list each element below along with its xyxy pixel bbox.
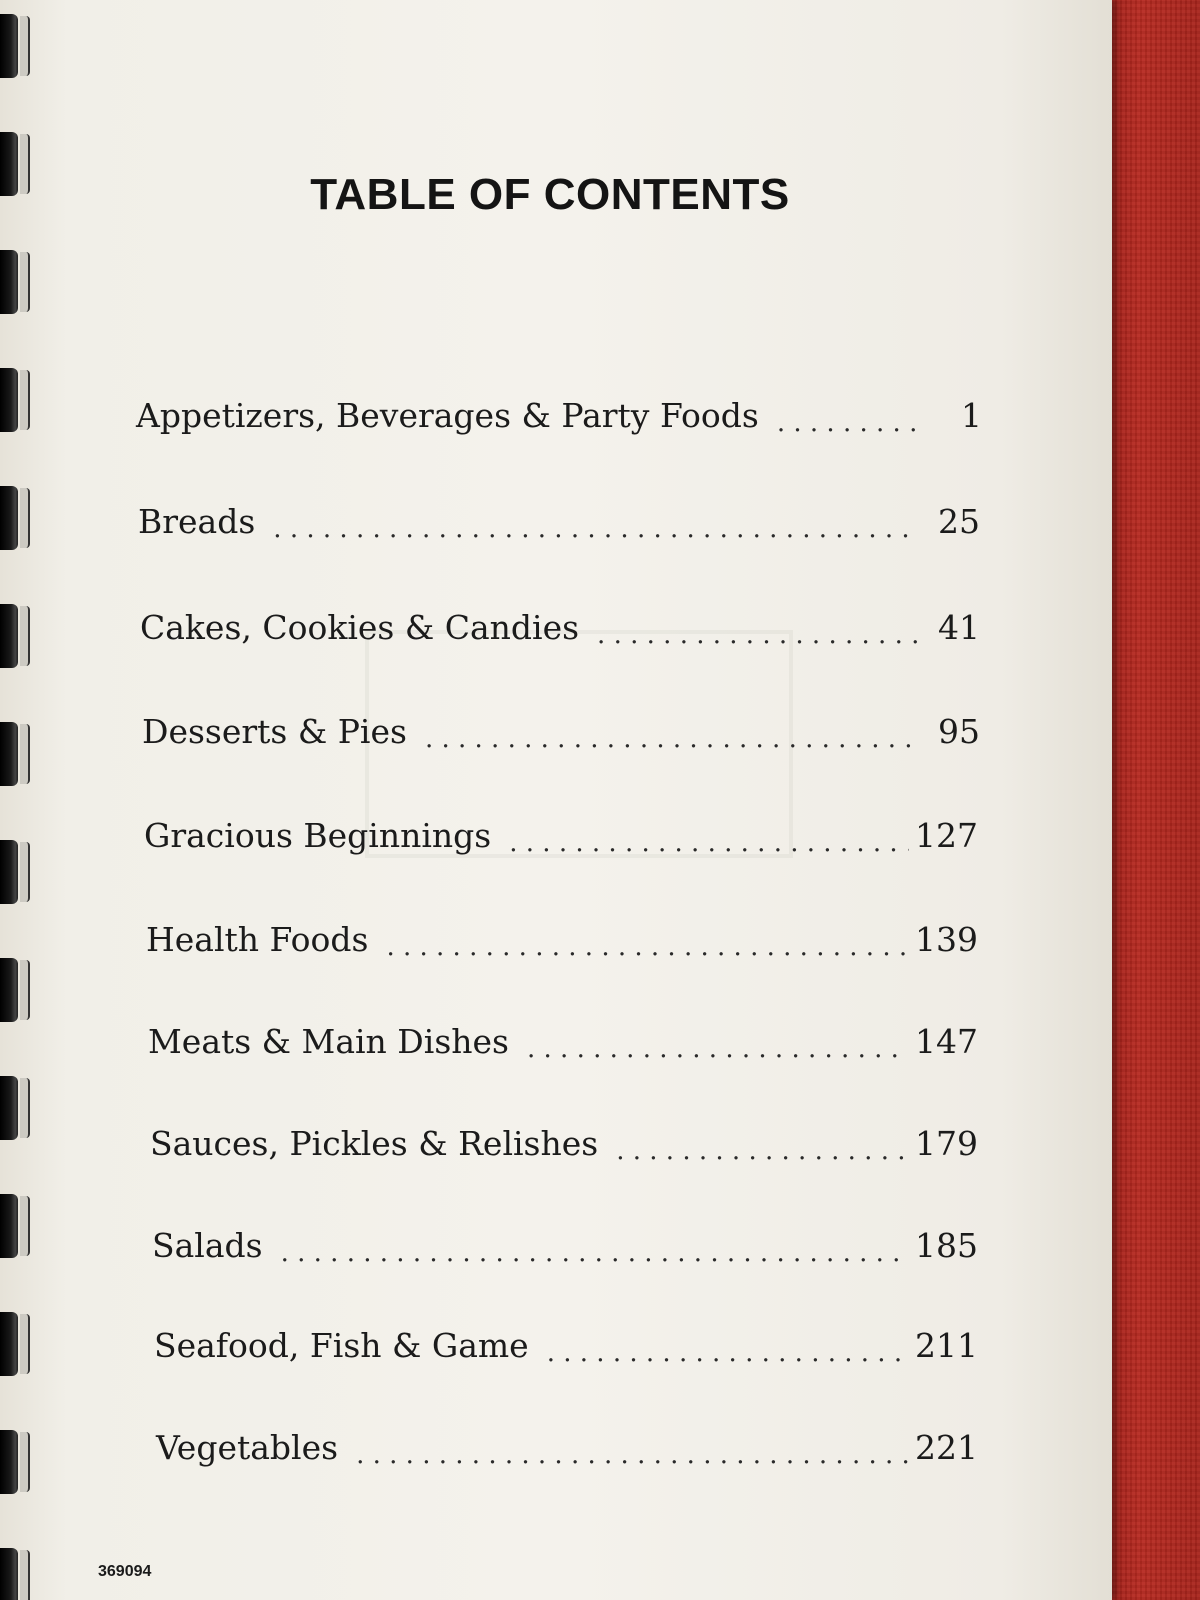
dot-leader	[527, 1034, 909, 1060]
toc-entry-label: Breads	[138, 502, 256, 541]
toc-entry-page: 41	[938, 608, 980, 647]
toc-entry-label: Cakes, Cookies & Candies	[140, 608, 580, 647]
toc-entry	[146, 920, 978, 970]
toc-entry-page: 95	[938, 712, 980, 751]
footer-code: 369094	[98, 1563, 152, 1580]
toc-entry-page: 127	[915, 816, 978, 855]
toc-entry-label: Sauces, Pickles & Relishes	[150, 1124, 599, 1163]
toc-entry	[154, 1326, 978, 1376]
toc-entry-label: Appetizers, Beverages & Party Foods	[136, 396, 759, 435]
toc-entry-page: 139	[915, 920, 978, 959]
toc-entry-label: Vegetables	[156, 1428, 339, 1467]
toc-entry-label: Health Foods	[146, 920, 369, 959]
dot-leader	[509, 828, 909, 854]
toc-entry-page: 185	[915, 1226, 978, 1265]
toc-entry-page: 179	[915, 1124, 978, 1163]
toc-entry	[148, 1022, 978, 1072]
toc-entry	[144, 816, 978, 866]
toc-entry-page: 221	[915, 1428, 978, 1467]
red-fabric-background	[1100, 0, 1200, 1600]
dot-leader	[281, 1238, 909, 1264]
dot-leader	[777, 408, 920, 434]
toc-entry	[156, 1428, 978, 1478]
dot-leader	[616, 1136, 909, 1162]
toc-entry-label: Gracious Beginnings	[144, 816, 492, 855]
dot-leader	[386, 932, 909, 958]
toc-entry	[152, 1226, 978, 1276]
toc-entry-page: 1	[961, 396, 982, 435]
toc-entry-label: Seafood, Fish & Game	[154, 1326, 529, 1365]
toc-entry	[138, 502, 980, 552]
toc-entry-page: 25	[938, 502, 980, 541]
toc-entry-page: 147	[915, 1022, 978, 1061]
toc-entry-page: 211	[915, 1326, 978, 1365]
toc-entry	[142, 712, 980, 762]
toc-entry	[140, 608, 980, 658]
toc-entry	[136, 396, 982, 446]
toc-entry-label: Salads	[152, 1226, 263, 1265]
toc-entry-label: Desserts & Pies	[142, 712, 407, 751]
page-title: TABLE OF CONTENTS	[310, 170, 790, 219]
dot-leader	[597, 620, 918, 646]
toc-entry	[150, 1124, 978, 1174]
dot-leader	[547, 1338, 909, 1364]
toc-entry-label: Meats & Main Dishes	[148, 1022, 509, 1061]
dot-leader	[356, 1440, 909, 1466]
dot-leader	[273, 514, 918, 540]
dot-leader	[425, 724, 918, 750]
